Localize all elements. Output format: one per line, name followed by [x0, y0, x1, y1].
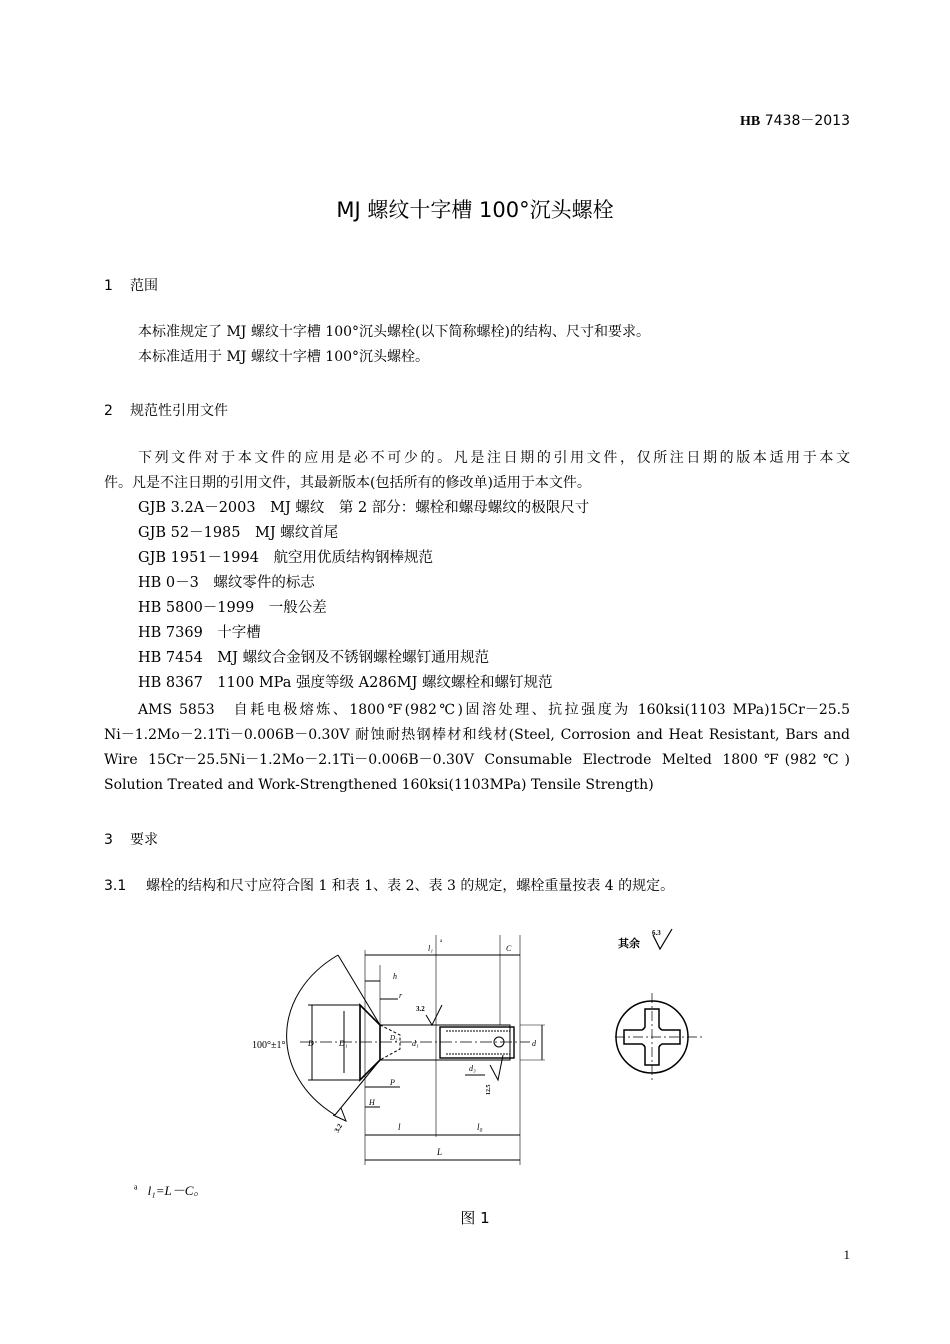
label-l0: l₀: [477, 1122, 483, 1132]
bolt-head: [360, 1005, 380, 1080]
ams-reference-line-4: Solution Treated and Work-Strengthened 160ksi(1103MPa) Tensile Strength): [104, 777, 654, 793]
standard-code-number: 7438－2013: [760, 113, 850, 129]
roughness-label-top: 3.2: [416, 1005, 425, 1013]
reference-item: GJB 3.2A－2003 MJ 螺纹 第 2 部分：螺栓和螺母螺纹的极限尺寸: [138, 500, 590, 516]
label-D1: D₁: [339, 1039, 348, 1048]
standard-code: [740, 110, 850, 130]
document-title: MJ 螺纹十字槽 100°沉头螺栓: [336, 198, 614, 222]
label-d: d: [532, 1039, 536, 1048]
footnote-mark: a: [134, 1182, 138, 1192]
label-c: C: [506, 944, 512, 953]
threaded-portion: [440, 1027, 514, 1058]
scope-paragraph-1: 本标准规定了 MJ 螺纹十字槽 100°沉头螺栓(以下简称螺栓)的结构、尺寸和要求。: [138, 324, 650, 340]
rest-label: 其余: [618, 937, 640, 950]
section-title: 要求: [130, 832, 158, 848]
roughness-label-side: 12.5: [486, 1084, 492, 1095]
section-title: 范围: [130, 278, 158, 294]
label-h: h: [393, 972, 397, 981]
section-number: 1: [104, 278, 113, 294]
reference-item: HB 8367 1100 MPa 强度等级 A286MJ 螺纹螺栓和螺钉规范: [138, 675, 553, 691]
clause-number: 3.1: [104, 878, 127, 894]
reference-item: HB 0－3 螺纹零件的标志: [138, 575, 315, 591]
label-L: L: [437, 1147, 443, 1157]
footnote-text: l₁=L－C。: [147, 1183, 207, 1198]
section-number: 2: [104, 403, 113, 419]
figure-footnote: [134, 1180, 206, 1199]
standard-code-prefix: HB: [740, 114, 761, 129]
reference-item: HB 5800－1999 一般公差: [138, 600, 327, 616]
reference-item: HB 7369 十字槽: [138, 625, 261, 641]
ams-reference-line-3: Wire 15Cr－25.5Ni－1.2Mo－2.1Ti－0.006B－0.30V Consumable Electrode Melted 1800℉(982℃): [104, 752, 850, 768]
label-D: D: [308, 1039, 314, 1048]
references-intro-line-2: 件。凡是不注日期的引用文件，其最新版本(包括所有的修改单)适用于本文件。: [104, 475, 591, 491]
label-P: P: [390, 1078, 395, 1087]
section-heading-references: [104, 400, 228, 420]
label-l: l: [398, 1122, 401, 1132]
roughness-symbol-top: [426, 1005, 442, 1025]
shank-outline: [380, 1025, 510, 1060]
label-D2: D₂: [390, 1034, 398, 1042]
section-heading-scope: [104, 275, 158, 295]
ams-reference-line-2: Ni－1.2Mo－2.1Ti－0.006B－0.30V 耐蚀耐热钢棒材和线材(Steel, Corrosion and Heat Resistant, Bars and: [104, 727, 850, 743]
figure-caption: 图 1: [460, 1209, 490, 1227]
label-d3: d₃: [469, 1064, 476, 1073]
scope-paragraph-2: 本标准适用于 MJ 螺纹十字槽 100°沉头螺栓。: [138, 349, 430, 365]
page-number: 1: [843, 1247, 850, 1262]
reference-item: HB 7454 MJ 螺纹合金钢及不锈钢螺栓螺钉通用规范: [138, 650, 490, 666]
label-d1: d₁: [412, 1039, 419, 1048]
label-H: H: [369, 1098, 375, 1107]
label-r: r: [399, 991, 403, 1000]
section-heading-requirements: [104, 829, 158, 849]
roughness-symbol-side: [490, 1055, 503, 1080]
label-l1: l₁: [428, 944, 434, 953]
section-number: 3: [104, 832, 113, 848]
reference-item: GJB 1951－1994 航空用优质结构钢棒规范: [138, 550, 433, 566]
section-title: 规范性引用文件: [130, 403, 228, 419]
reference-item: GJB 52－1985 MJ 螺纹首尾: [138, 525, 339, 541]
ams-reference-line-1: AMS 5853 自耗电极熔炼、1800℉(982℃)固溶处理、抗拉强度为 160ksi(1103 MPa)15Cr－25.5: [138, 702, 850, 718]
label-l1-note: a: [440, 939, 443, 944]
angle-label: 100°±1°: [252, 1040, 286, 1051]
clause-3-1: [104, 874, 674, 899]
clause-text: 螺栓的结构和尺寸应符合图 1 和表 1、表 2、表 3 的规定，螺栓重量按表 4 的规定。: [146, 878, 675, 894]
bolt-drawing: [240, 925, 740, 1170]
roughness-label-rest: 6.3: [652, 929, 661, 937]
slot-depth: [380, 1025, 400, 1060]
roughness-label-cone: 3.2: [332, 1122, 345, 1134]
references-intro-line-1: 下列文件对于本文件的应用是必不可少的。凡是注日期的引用文件，仅所注日期的版本适用于本文: [138, 450, 850, 466]
